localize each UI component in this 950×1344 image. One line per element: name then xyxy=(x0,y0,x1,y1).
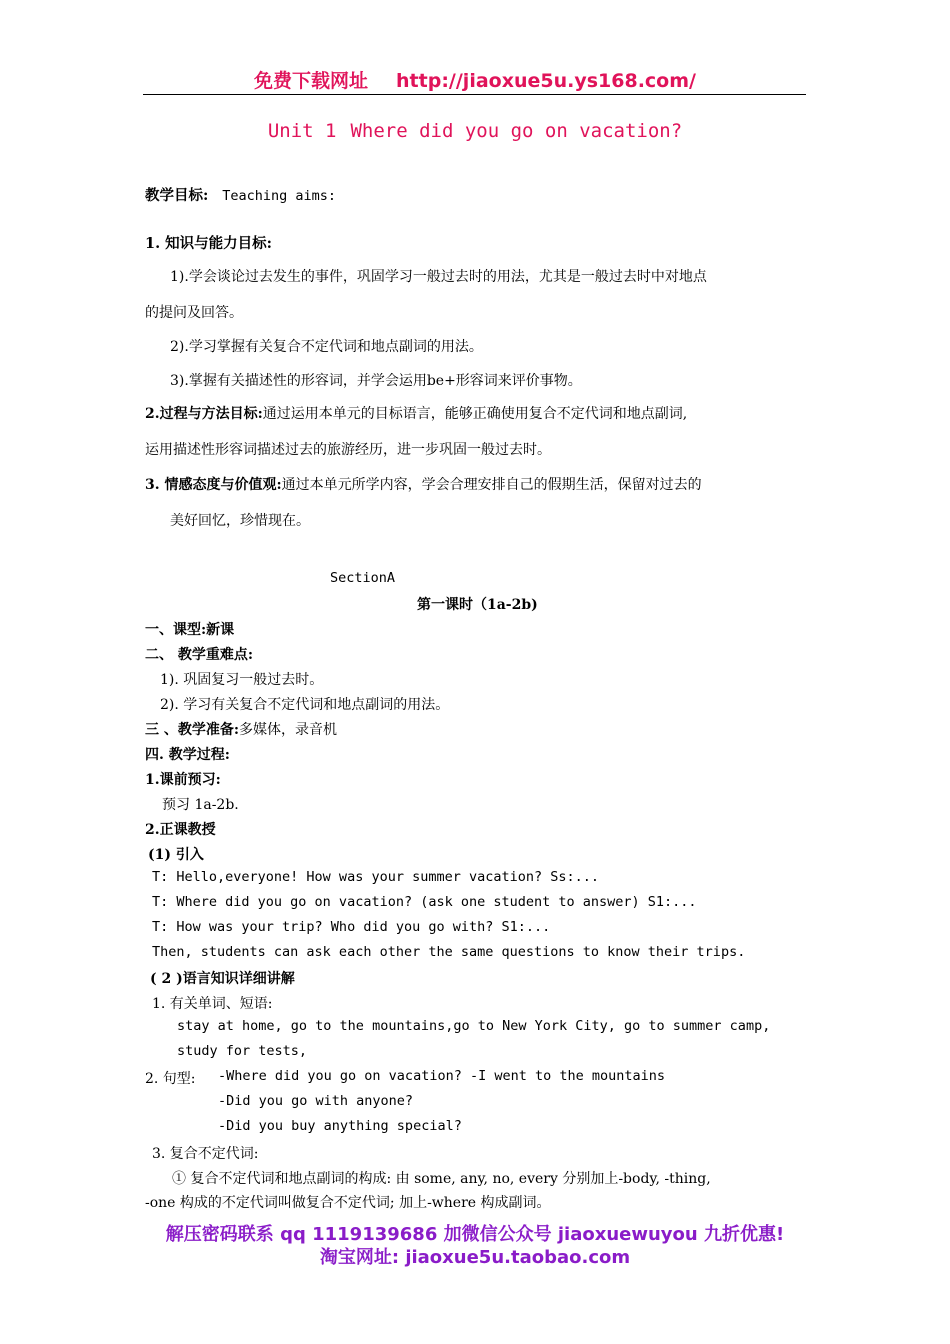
knowledge-item-2: 2).学习掌握有关复合不定代词和地点副词的用法。 xyxy=(170,339,483,355)
header-divider xyxy=(143,94,806,95)
key-point-1: 1). 巩固复习一般过去时。 xyxy=(160,672,324,688)
header-label: 免费下载网址 xyxy=(254,70,369,92)
intro-label: (1) 引入 xyxy=(148,847,204,863)
emotion-title: 3. 情感态度与价值观: xyxy=(145,477,282,493)
process-title: 2.过程与方法目标: xyxy=(145,406,263,422)
header-banner xyxy=(0,66,950,93)
footer-shop-link[interactable]: 淘宝网址: jiaoxue5u.taobao.com xyxy=(319,1247,631,1268)
preview-label: 1.课前预习: xyxy=(145,772,221,788)
emotion-goal-line2: 美好回忆，珍惜现在。 xyxy=(170,513,310,529)
aims-english: Teaching aims: xyxy=(222,188,336,204)
dialogue-line-2: T: Where did you go on vacation? (ask one student to answer) S1:... xyxy=(152,894,697,910)
knowledge-detail-label: ( 2 )语言知识详细讲解 xyxy=(150,971,295,987)
process-goal-line2: 运用描述性形容词描述过去的旅游经历，进一步巩固一般过去时。 xyxy=(145,442,551,458)
dialogue-line-4: Then, students can ask each other the same questions to know their trips. xyxy=(152,944,746,960)
section-name: SectionA xyxy=(330,570,396,586)
page-title xyxy=(0,120,950,142)
pronoun-line-2: -one 构成的不定代词叫做复合不定代词; 加上-where 构成副词。 xyxy=(145,1195,551,1211)
preparation xyxy=(145,719,337,739)
teaching-label: 2.正课教授 xyxy=(145,822,216,838)
title-question: Where did you go on vacation? xyxy=(350,120,683,142)
words-line-1: stay at home, go to the mountains,go to New York City, go to summer camp, xyxy=(177,1018,771,1034)
title-unit: Unit 1 xyxy=(267,120,337,142)
emotion-goal-line1 xyxy=(145,474,702,494)
aims-heading xyxy=(145,184,336,205)
preparation-label: 三 、教学准备: xyxy=(145,722,240,738)
words-label: 1. 有关单词、短语: xyxy=(152,996,273,1012)
sentence-1: -Where did you go on vacation? -I went to the mountains xyxy=(218,1068,666,1084)
sentence-3: -Did you buy anything special? xyxy=(218,1118,462,1134)
aims-label: 教学目标: xyxy=(145,187,209,204)
sentence-label: 2. 句型: xyxy=(145,1071,196,1087)
preview-value: 预习 1a-2b. xyxy=(162,797,239,813)
preparation-value: 多媒体，录音机 xyxy=(239,722,338,738)
lesson-type xyxy=(145,619,234,639)
procedure-label: 四. 教学过程: xyxy=(145,747,230,763)
lesson-type-label: 一、课型: xyxy=(145,622,207,638)
knowledge-title: 1. 知识与能力目标: xyxy=(145,235,273,252)
process-text-1: 通过运用本单元的目标语言，能够正确使用复合不定代词和地点副词, xyxy=(262,406,688,422)
pronoun-line-1: ① 复合不定代词和地点副词的构成: 由 some, any, no, every 分别加上-body, -thing, xyxy=(172,1171,711,1187)
section-period: 第一课时（1a-2b) xyxy=(417,597,538,613)
emotion-text-1: 通过本单元所学内容，学会合理安排自己的假期生活，保留对过去的 xyxy=(281,477,702,493)
lesson-type-value: 新课 xyxy=(206,622,235,638)
sentence-2: -Did you go with anyone? xyxy=(218,1093,414,1109)
key-point-2: 2). 学习有关复合不定代词和地点副词的用法。 xyxy=(160,697,450,713)
header-url-link[interactable]: http://jiaoxue5u.ys168.com/ xyxy=(396,70,696,92)
knowledge-item-1-line1: 1).学会谈论过去发生的事件，巩固学习一般过去时的用法，尤其是一般过去时中对地点 xyxy=(170,269,707,285)
process-goal-line1 xyxy=(145,403,687,423)
footer-contact: 解压密码联系 qq 1119139686 加微信公众号 jiaoxuewuyou 九折优惠! xyxy=(165,1224,785,1245)
dialogue-line-1: T: Hello,everyone! How was your summer vacation? Ss:... xyxy=(152,869,600,885)
knowledge-item-3: 3).掌握有关描述性的形容词，并学会运用be+形容词来评价事物。 xyxy=(170,373,582,389)
knowledge-item-1-line2: 的提问及回答。 xyxy=(145,305,243,321)
words-line-2: study for tests, xyxy=(177,1043,308,1059)
dialogue-line-3: T: How was your trip? Who did you go with? S1:... xyxy=(152,919,551,935)
pronoun-label: 3. 复合不定代词: xyxy=(152,1146,259,1162)
key-points-label: 二、 教学重难点: xyxy=(145,647,254,663)
